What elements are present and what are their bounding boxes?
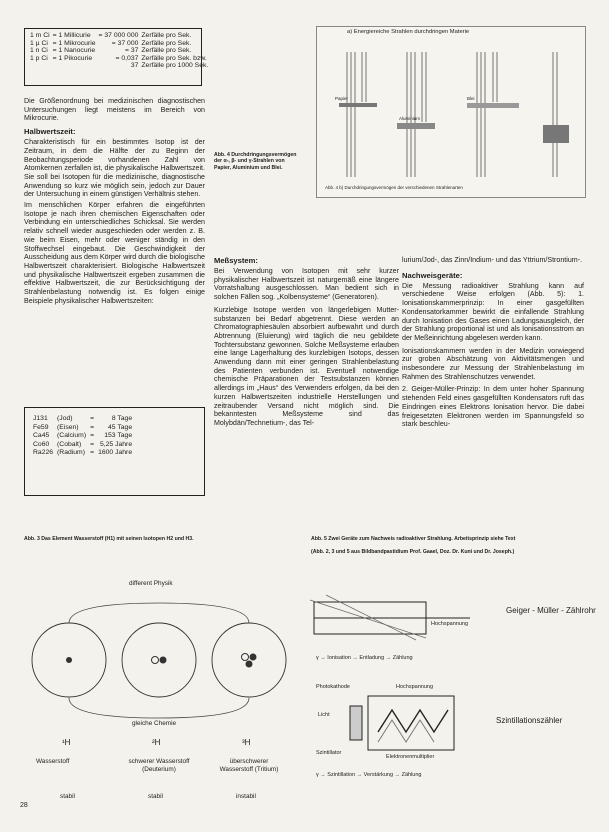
unit-cell: = 37 000 000 — [98, 32, 139, 39]
unit-cell: Zerfälle pro Sek. — [141, 32, 192, 39]
isotope-3-symbol: ³H — [242, 738, 251, 747]
isotope-cell: 1600 Jahre — [98, 449, 133, 457]
figure-4-drawing — [317, 27, 585, 197]
label-papier: Papier — [335, 96, 349, 101]
figure-5-caption: Abb. 5 Zwei Geräte zum Nachweis radioaktiver Strahlung. Arbeitsprinzip siehe Text — [311, 536, 516, 542]
unit-row — [30, 62, 211, 70]
isotope-cell: (Radium) — [57, 449, 85, 457]
intro-paragraph: Die Größenordnung bei medizinischen diagnostischen Untersuchungen liegt meistens im Bereich von Mikrocurie. — [24, 97, 205, 123]
figure-4-title: a) Energiereiche Strahlen durchdringen Materie — [347, 29, 470, 35]
unit-cell: 1 µ Ci — [30, 39, 48, 47]
scint-title: Szintillationszähler — [496, 716, 563, 725]
unit-cell — [53, 62, 99, 70]
unit-cell: 37 — [130, 62, 139, 70]
isotope-cell: (Calcium) — [57, 432, 87, 440]
isotope-3-status: instabil — [236, 793, 256, 800]
scint-licht: Licht — [318, 712, 330, 718]
halbwertszeit-paragraph-1: Charakteristisch für ein bestimmtes Isotop ist der Zeitraum, in dem die Hälfte der zu Beginn der Beobachtungsperiode vorhandenen Zahl von Atomkernen zerfallen ist, die physikalische Halbwertszeit. Sie soll bei Isotopen für die medizinische, diagnostische Anwendung so kurz wie möglich sein, jedoch zur Dauer der Untersuchung in einem günstigen Verhältnis stehen. — [24, 138, 205, 199]
unit-row — [30, 47, 211, 55]
isotope-cell: (Jod) — [57, 415, 73, 422]
figure-4-frame — [316, 26, 586, 198]
isotope-cell: Ra226 — [33, 449, 54, 457]
isotope-cell: Fe59 — [33, 423, 49, 431]
isotope-cell: 8 Tage — [111, 415, 133, 422]
figure-5-source: (Abb. 2, 3 und 5 aus Bildbandpastidium Prof. Gaael, Doz. Dr. Kuni und Dr. Joseph.) — [311, 549, 515, 555]
isotope-table — [33, 415, 136, 458]
geiger-title: Geiger - Müller - Zählrohr — [506, 606, 596, 615]
isotope-cell: 45 Tage — [108, 423, 133, 431]
scint-elektronenmultiplier: Elektronenmultiplier — [386, 754, 435, 760]
nachweis-paragraph-3: 2. Geiger-Müller-Prinzip: In dem unter hoher Spannung stehenden Feld eines gasgefüllten Kondensators ruft das Eindringen eines Elektrons Ionisation hervor. Die dabei freigesetzten Elektronen werden im Spannungsfeld so stark beschleu- — [402, 385, 584, 429]
scint-chain: γ → Szintillation → Verstärkung → Zählung — [316, 772, 422, 778]
isotope-cell: (Eisen) — [57, 423, 79, 431]
isotope-cell: J131 — [33, 415, 48, 422]
label-gleiche-chemie: gleiche Chemie — [132, 720, 177, 727]
unit-cell: = 37 000 — [111, 39, 139, 47]
unit-cell: 1 m Ci — [30, 32, 50, 39]
column-2 — [214, 256, 399, 428]
isotope-row — [33, 432, 136, 441]
unit-table-box — [24, 28, 209, 86]
label-aluminium: Aluminium — [399, 116, 421, 121]
unit-cell: = 1 Mikrocurie — [52, 39, 96, 47]
unit-row — [30, 40, 211, 48]
unit-cell: 1 n Ci — [30, 47, 48, 55]
messsystem-paragraph-1: Bei Verwendung von Isotopen mit sehr kurzer physikalischer Halbwertszeit ist naturgemäß eine längere Vorratshaltung ausgeschlossen. Man bedient sich in solchen Fällen sog. „Kolbensysteme“ (Generatoren). — [214, 267, 399, 302]
isotope-cell: (Cobalt) — [57, 440, 82, 448]
isotope-2-status: stabil — [148, 793, 163, 800]
scint-szintillator: Szintillator — [316, 750, 342, 756]
isotope-cell: 153 Tage — [104, 432, 133, 440]
unit-cell: Zerfälle pro Sek. bzw. — [141, 54, 207, 62]
isotope-row — [33, 449, 136, 458]
isotope-2-symbol: ²H — [152, 738, 161, 747]
page-number: 28 — [20, 802, 28, 809]
unit-row — [30, 32, 211, 40]
messsystem-heading: Meßsystem: — [214, 256, 258, 265]
unit-cell: Zerfälle pro Sek. — [141, 47, 192, 55]
unit-cell: = 0,037 — [115, 54, 139, 62]
column-3 — [402, 256, 584, 429]
isotope-table-box — [24, 407, 205, 496]
unit-table — [30, 32, 211, 70]
figure-4-bottom-caption: Abb. 4 b) Durchdringungsvermögen der verschiedenen Strahlenarten — [325, 185, 463, 190]
isotope-row — [33, 424, 136, 433]
figure-5 — [306, 570, 596, 810]
isotope-cell: = — [90, 449, 95, 457]
column-1 — [24, 97, 205, 305]
isotope-row — [33, 441, 136, 450]
messsystem-continuation: lurium/Jod-, das Zinn/Indium- und das Yttrium/Strontium-. — [402, 256, 583, 264]
isotope-3-name: überschwerer Wasserstoff (Tritium) — [219, 758, 279, 773]
unit-cell: = 1 Pikocurie — [52, 54, 93, 62]
halbwertszeit-heading: Halbwertszeit: — [24, 127, 76, 137]
nachweis-paragraph-2: Ionisationskammern werden in der Medizin vorwiegend zur groben Abschätzung von Aktivitätsmengen und insbesondere zur Messung der Strahlenbelastung im Rahmen des Strahlenschutzes verwendet. — [402, 346, 584, 381]
isotope-cell: 5,25 Jahre — [99, 440, 133, 448]
unit-cell: 1 p Ci — [30, 54, 48, 62]
figure-3 — [24, 548, 299, 810]
geiger-hochspannung: Hochspannung — [431, 621, 469, 627]
halbwertszeit-paragraph-2: Im menschlichen Körper erfahren die eingeführten Isotope je nach ihren chemischen Eigenschaften oder Verbindung ein unterschiedliches Schicksal. Sie werden relativ schnell wieder ausgeschieden oder werden z. B. wie beim Eisen, mehr oder weniger ständig in den Stoffwechsel eingebaut. Die Geschwindigkeit der Ausscheidung aus dem Körper wird durch die biologische Halbwertszeit charakterisiert. Biologische Halbwertszeit und physikalische Halbwertszeit ergeben zusammen die effektive Halbwertszeit, die zur Berücksichtigung der Strahlenbelastung notwendig ist. Es folgen einige Beispiele physikalischer Halbwertszeiten: — [24, 201, 205, 305]
messsystem-paragraph-2: Kurzlebige Isotope werden von längerlebigen Mutter-substanzen bei Bedarf abgetrennt. Diese werden an Chromatographiesäulen absorbiert aufbewahrt und durch Abtrennung (Eluierung) wird täglich die neu gebildete Tochtersubstanz gewonnen. Solche Meßsysteme erlauben eine lange Lagerhaltung des kurzlebigen Isotops, dessen Anwendung dann mit einer geringen Strahlenbelastung des Patienten verbunden ist. Eventuell notwendige chemische Präparationen der Testsubstanzen können allerdings im „Haus“ des Verwenders erfolgen, da bei den kurzen Halbwertszeiten industrielle Herstellungen und zeitraubender Versand nicht möglich sind. Die bekanntesten Meßsysteme sind das Molybdän/Technetium-, das Tel- — [214, 305, 399, 427]
unit-cell: = 37 — [124, 47, 139, 55]
scint-photokathode: Photokathode — [316, 684, 350, 690]
unit-cell — [30, 62, 53, 70]
unit-cell: = 1 Nanocurie — [52, 47, 96, 55]
isotope-cell: = — [90, 423, 95, 431]
isotope-row — [33, 415, 136, 424]
figure-4-caption: Abb. 4 Durchdringungsvermögen der α-, β- und γ-Strahlen von Papier, Aluminium und Blei. — [214, 152, 297, 171]
label-blei: Blei — [467, 96, 475, 101]
isotope-1-name: Wasserstoff — [36, 758, 70, 765]
isotope-1-symbol: ¹H — [62, 738, 71, 747]
isotope-cell: = — [90, 415, 95, 422]
scint-hochspannung: Hochspannung — [396, 684, 434, 690]
unit-cell: Zerfälle pro Sek. — [141, 39, 192, 47]
nachweis-paragraph-1: Die Messung radioaktiver Strahlung kann auf verschiedene Weise erfolgen (Abb. 5): 1. Ionisationskammerprinzip: In einer gasgefüllten Kondensatorkammer bewirkt die einfallende Strahlung durch Ionisation des Gases einen Ladungsausgleich, der der Strahlung proportional ist und als Ionisationsstrom an der Meßeinrichtung abgelesen werden kann. — [402, 281, 584, 342]
isotope-cell: Co60 — [33, 440, 50, 448]
isotope-cell: = — [90, 440, 95, 448]
isotope-2-name: schwerer Wasserstoff (Deuterium) — [128, 758, 190, 773]
nachweisgeraete-heading: Nachweisgeräte: — [402, 270, 463, 280]
figure-3-caption: Abb. 3 Das Element Wasserstoff (H1) mit seinen Isotopen H2 und H3. — [24, 536, 194, 542]
label-different-physik: different Physik — [129, 580, 173, 587]
isotope-cell: = — [90, 432, 95, 440]
unit-cell: Zerfälle pro 1000 Sek. — [141, 62, 209, 70]
unit-cell: = 1 Millicurie — [52, 32, 91, 39]
isotope-1-status: stabil — [60, 793, 75, 800]
unit-row — [30, 55, 211, 63]
geiger-chain: γ → Ionisation → Entladung → Zählung — [316, 655, 413, 661]
isotope-cell: Ca45 — [33, 432, 50, 440]
